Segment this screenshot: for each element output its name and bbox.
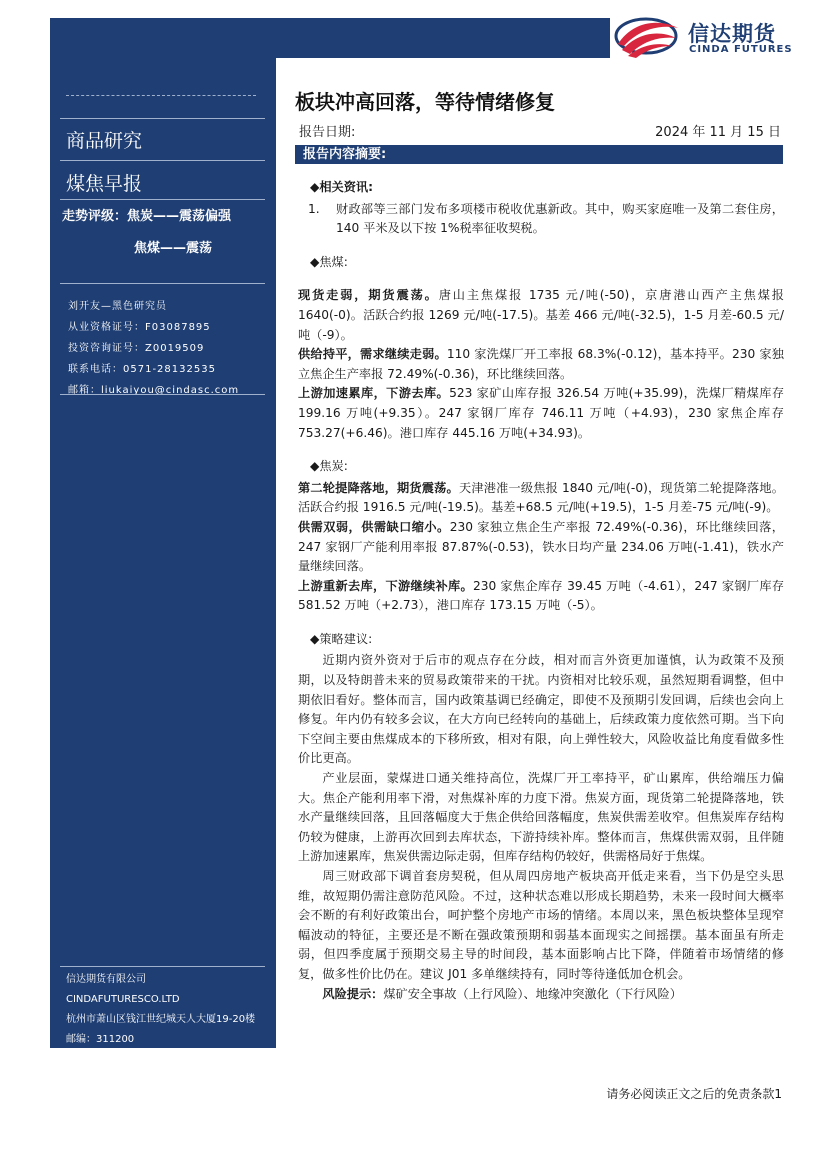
report-subcategory: 煤焦早报 <box>66 173 143 195</box>
report-date-value: 2024 年 11 月 15 日 <box>655 125 781 140</box>
consulting-number: 投资咨询证号：Z0019509 <box>68 343 205 354</box>
coke-paragraph <box>298 479 784 518</box>
paragraph-body: 110 家洗煤厂开工率报 68.3%(-0.12)，基本持平。230 家独立焦企生产率报 72.49%(-0.36)，环比继续回落。 <box>298 347 784 381</box>
license-number: 从业资格证号：F03087895 <box>68 322 211 333</box>
company-logo <box>612 14 802 60</box>
footer-disclaimer: 请务必阅读正文之后的免责条款1 <box>606 1087 782 1101</box>
coke-heading: ◆焦炭: <box>310 459 348 474</box>
company-name-en: CINDA FUTURES <box>689 44 793 55</box>
news-item-text: 财政部等三部门发布多项楼市税收优惠新政。其中，购买家庭唯一及第二套住房，140 平米及以下按 1%税率征收契税。 <box>336 201 784 236</box>
paragraph-body: 230 家焦企库存 39.45 万吨（-4.61），247 家钢厂库存 581.52 万吨（+2.73），港口库存 173.15 万吨（-5）。 <box>298 578 785 613</box>
paragraph-lead: 上游重新去库，下游继续补库。 <box>298 578 473 593</box>
news-item <box>298 200 784 239</box>
company-address: 杭州市萧山区钱江世纪城天人大厦19-20楼 <box>66 1014 256 1025</box>
paragraph-lead: 第二轮提降落地，期货震荡。 <box>298 480 459 495</box>
news-item-number: 1. <box>308 201 320 216</box>
rating-coke: 焦炭——震荡偏强 <box>127 209 232 224</box>
company-name: 信达期货有限公司 <box>66 974 146 985</box>
paragraph-lead: 现货走弱，期货震荡。 <box>298 288 439 303</box>
cinda-logo-icon <box>612 14 684 60</box>
report-category: 商品研究 <box>66 130 143 152</box>
coking-coal-paragraph <box>298 345 784 384</box>
email-address: 邮箱：liukaiyou@cindasc.com <box>68 385 240 396</box>
sidebar-divider <box>60 966 265 967</box>
postal-code: 邮编：311200 <box>66 1034 135 1045</box>
header-bar <box>50 18 610 58</box>
news-heading: ◆相关资讯: <box>310 180 373 194</box>
company-name-english: CINDAFUTURESCO.LTD <box>66 994 180 1005</box>
strategy-paragraph: 近期内资外资对于后市的观点存在分歧，相对而言外资更加谨慎，认为政策不及预期，以及特朗普未来的贸易政策带来的干扰。内资相对比较乐观，虽然短期看调整，但中期依旧看好。整体而言，国内政策基调已经确定，即使不及预期引发回调，后续也会向上修复。年内仍有较多会议，在大方向已经转向的基础上，后续政策力度依然可期。当下向下空间主要由焦煤成本的下移所致，相对有限，向上弹性较大，风险收益比角度看做多性价比更高。 <box>298 653 784 766</box>
analyst-contacts <box>68 296 239 401</box>
risk-warning <box>298 985 784 1005</box>
sidebar <box>50 58 276 1048</box>
paragraph-lead: 供需双弱，供需缺口缩小。 <box>298 519 450 534</box>
risk-text: 煤矿安全事故（上行风险）、地缘冲突激化（下行风险） <box>383 986 682 1001</box>
sidebar-divider <box>60 283 265 284</box>
strategy-paragraph: 产业层面，蒙煤进口通关维持高位，洗煤厂开工率持平，矿山累库，供给端压力偏大。焦企产能利用率下滑，对焦煤补库的力度下滑。焦炭方面，现货第二轮提降落地，铁水产量继续回落，且回落幅度大于焦企供给回落幅度，焦炭供需差收窄。但焦炭库存结构仍较为健康，上游再次回到去库状态，下游持续补库。整体而言，焦煤供需双弱，且伴随上游加速累库，焦炭供需边际走弱，但库存结构仍较好，供需格局好于焦煤。 <box>298 771 784 864</box>
strategy-paragraph: 周三财政部下调首套房契税，但从周四房地产板块高开低走来看，当下仍是空头思维，故短期仍需注意防范风险。不过，这种状态难以形成长期趋势，未来一段时间大概率会不断的有利好政策出台，呵护整个房地产市场的情绪。本周以来，黑色板块整体呈现窄幅波动的特征，主要还是不断在强政策预期和弱基本面现实之间摇摆。基本面虽有所走弱，但四季度属于预期交易主导的时间段，基本面影响占比下降，伴随着市场情绪的修复，做多性价比仍在。建议 J01 多单继续持有，同时等待逢低加仓机会。 <box>298 869 784 981</box>
rating-label: 走势评级： <box>62 209 128 224</box>
risk-label: 风险提示： <box>322 986 384 1001</box>
sidebar-divider <box>60 160 265 161</box>
company-info <box>66 970 255 1050</box>
paragraph-body: 523 家矿山库存报 326.54 万吨(+35.99)，洗煤厂精煤库存 199.16 万吨(+9.35）。247 家钢厂库存 746.11 万吨（+4.93)，230 家焦企库存 753.27(+6.46)。港口库存 445.16 万吨(+34.93)。 <box>298 386 785 440</box>
sidebar-divider <box>60 199 265 200</box>
report-date-label: 报告日期: <box>299 125 356 140</box>
paragraph-body: 唐山主焦煤报 1735 元/吨(-50)，京唐港山西产主焦煤报 1640(-0)。活跃合约报 1269 元/吨(-17.5)。基差 466 元/吨(-32.5)，1-5 月差-60.5 元/吨（-9）。 <box>298 288 784 342</box>
coking-coal-paragraph <box>298 384 784 443</box>
trend-rating <box>62 201 231 265</box>
paragraph-lead: 上游加速累库，下游去库。 <box>298 386 450 401</box>
paragraph-body: 230 家独立焦企生产率报 72.49%(-0.36)，环比继续回落，247 家钢厂产能利用率报 87.87%(-0.53)，铁水日均产量 234.06 万吨(-1.41)，铁水产量继续回落。 <box>298 519 784 574</box>
sidebar-divider <box>60 394 265 395</box>
summary-header: 报告内容摘要: <box>295 145 783 164</box>
paragraph-body: 天津港准一级焦报 1840 元/吨(-0)，现货第二轮提降落地。活跃合约报 1916.5 元/吨(-19.5)。基差+68.5 元/吨(+19.5)，1-5 月差-75 元/吨(-9)。 <box>298 480 784 515</box>
coke-paragraph <box>298 518 784 577</box>
coke-paragraph <box>298 577 784 616</box>
phone-number: 联系电话：0571-28132535 <box>68 364 216 375</box>
coking-coal-paragraph <box>298 286 784 345</box>
strategy-heading: ◆策略建议: <box>310 631 373 646</box>
report-title: 板块冲高回落，等待情绪修复 <box>295 90 555 114</box>
sidebar-divider <box>66 95 256 96</box>
coking-coal-heading: ◆焦煤: <box>310 254 348 269</box>
report-content <box>298 176 784 1004</box>
paragraph-lead: 供给持平，需求继续走弱。 <box>298 347 447 362</box>
company-name-cn: 信达期货 <box>688 22 776 46</box>
rating-coking-coal: 焦煤——震荡 <box>134 241 213 256</box>
analyst-name: 刘开友—黑色研究员 <box>68 301 167 312</box>
sidebar-divider <box>60 118 265 119</box>
